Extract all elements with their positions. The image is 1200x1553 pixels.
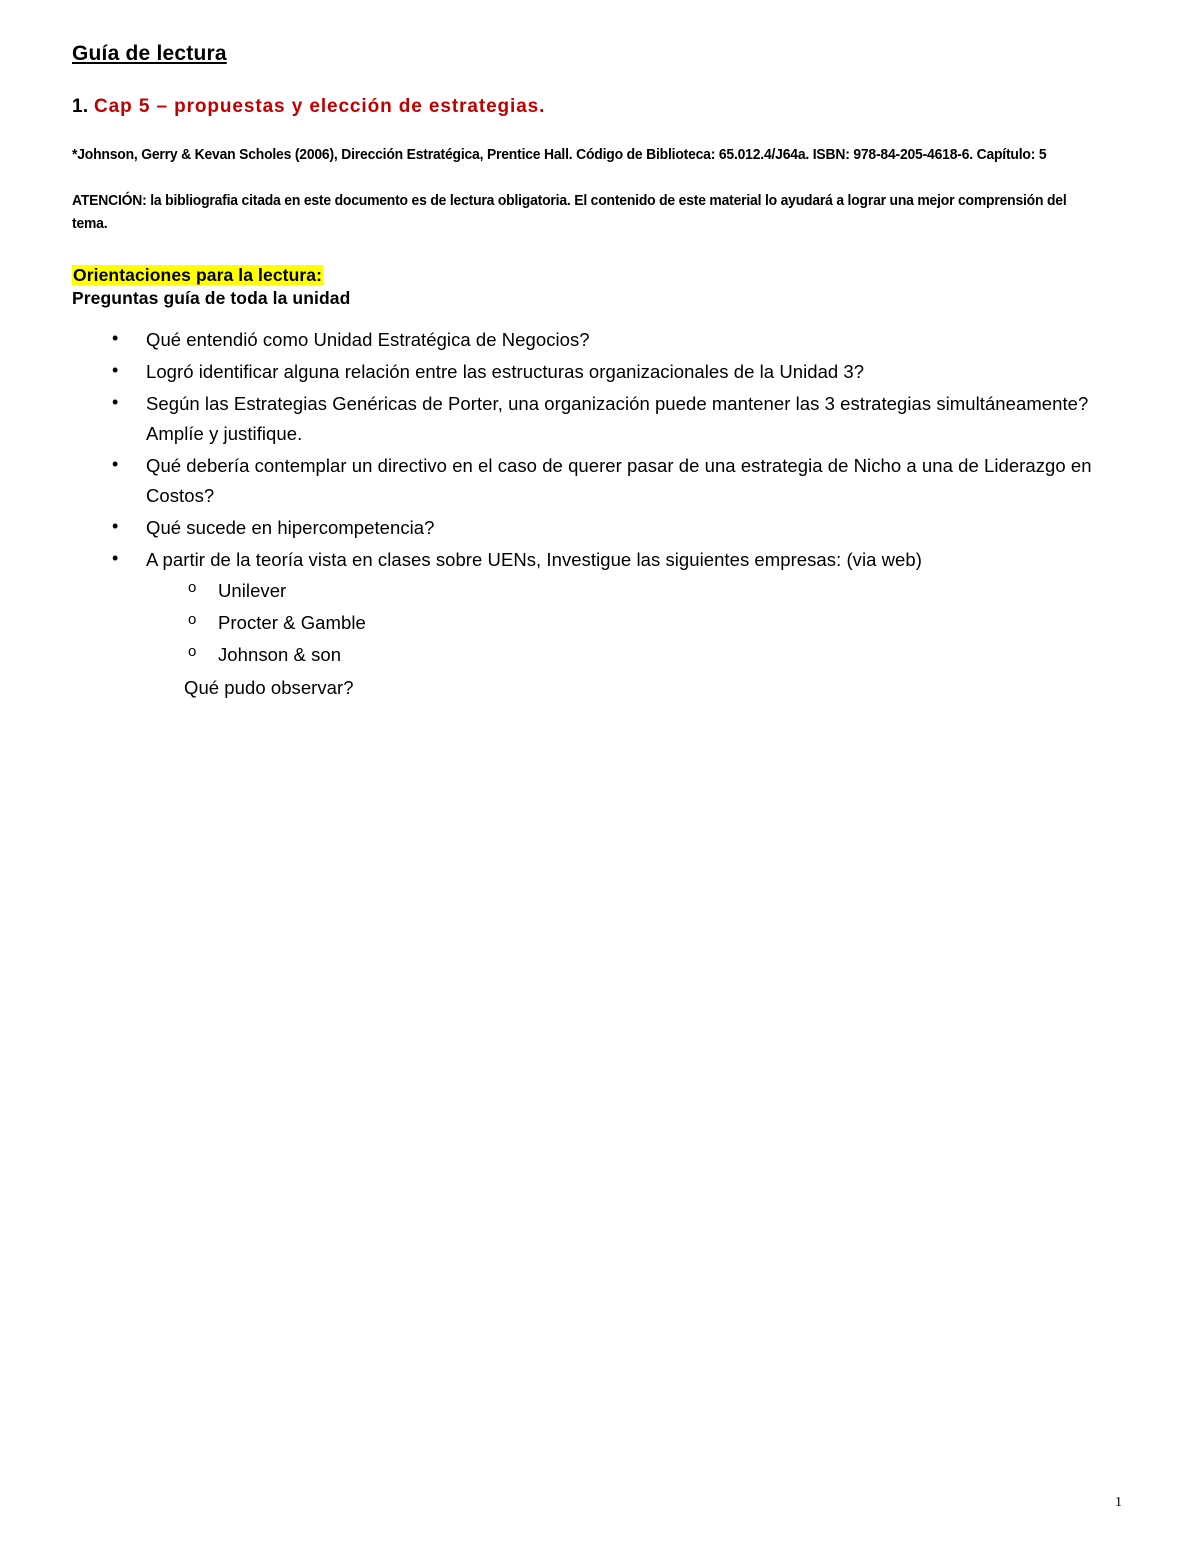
- list-item-text: A partir de la teoría vista en clases sobre UENs, Investigue las siguientes empresas: (via web): [146, 549, 922, 571]
- companies-list: [146, 575, 1128, 670]
- chapter-heading: [72, 96, 1128, 118]
- list-item: • Qué debería contemplar un directivo en el caso de querer pasar de una estrategia de Nicho a una de Liderazgo en Costos?: [108, 451, 1128, 511]
- questions-list: [72, 325, 1128, 703]
- list-item: • Qué sucede en hipercompetencia?: [108, 513, 1128, 543]
- list-item: • Qué entendió como Unidad Estratégica de Negocios?: [108, 325, 1128, 355]
- unit-questions-subheading: Preguntas guía de toda la unidad: [72, 288, 351, 309]
- list-item: [108, 545, 1128, 703]
- reading-guidance-heading-text: Orientaciones para la lectura:: [73, 265, 323, 286]
- closing-question: Qué pudo observar?: [184, 676, 354, 698]
- reading-guidance-heading: [72, 265, 1128, 286]
- attention-note: ATENCIÓN: la bibliografia citada en este documento es de lectura obligatoria. El contenido de este material lo ayudará a lograr una mejor comprensión del tema.: [72, 193, 1067, 232]
- list-item: o Procter & Gamble: [184, 607, 1128, 639]
- page-number: 1: [1115, 1495, 1122, 1510]
- list-item: • Según las Estrategias Genéricas de Porter, una organización puede mantener las 3 estrategias simultáneamente? Amplíe y justifique.: [108, 389, 1128, 449]
- list-item: o Unilever: [184, 575, 1128, 607]
- chapter-number: 1.: [72, 96, 89, 117]
- list-item: o Johnson & son: [184, 639, 1128, 671]
- page-title: Guía de lectura: [72, 42, 227, 65]
- bibliographic-citation: *Johnson, Gerry & Kevan Scholes (2006), Dirección Estratégica, Prentice Hall. Código de Biblioteca: 65.012.4/J64a. ISBN: 978-84-205-4618-6. Capítulo: 5: [72, 147, 1047, 163]
- list-item: • Logró identificar alguna relación entre las estructuras organizacionales de la Unidad 3?: [108, 357, 1128, 387]
- chapter-title: Cap 5 – propuestas y elección de estrategias.: [94, 96, 546, 117]
